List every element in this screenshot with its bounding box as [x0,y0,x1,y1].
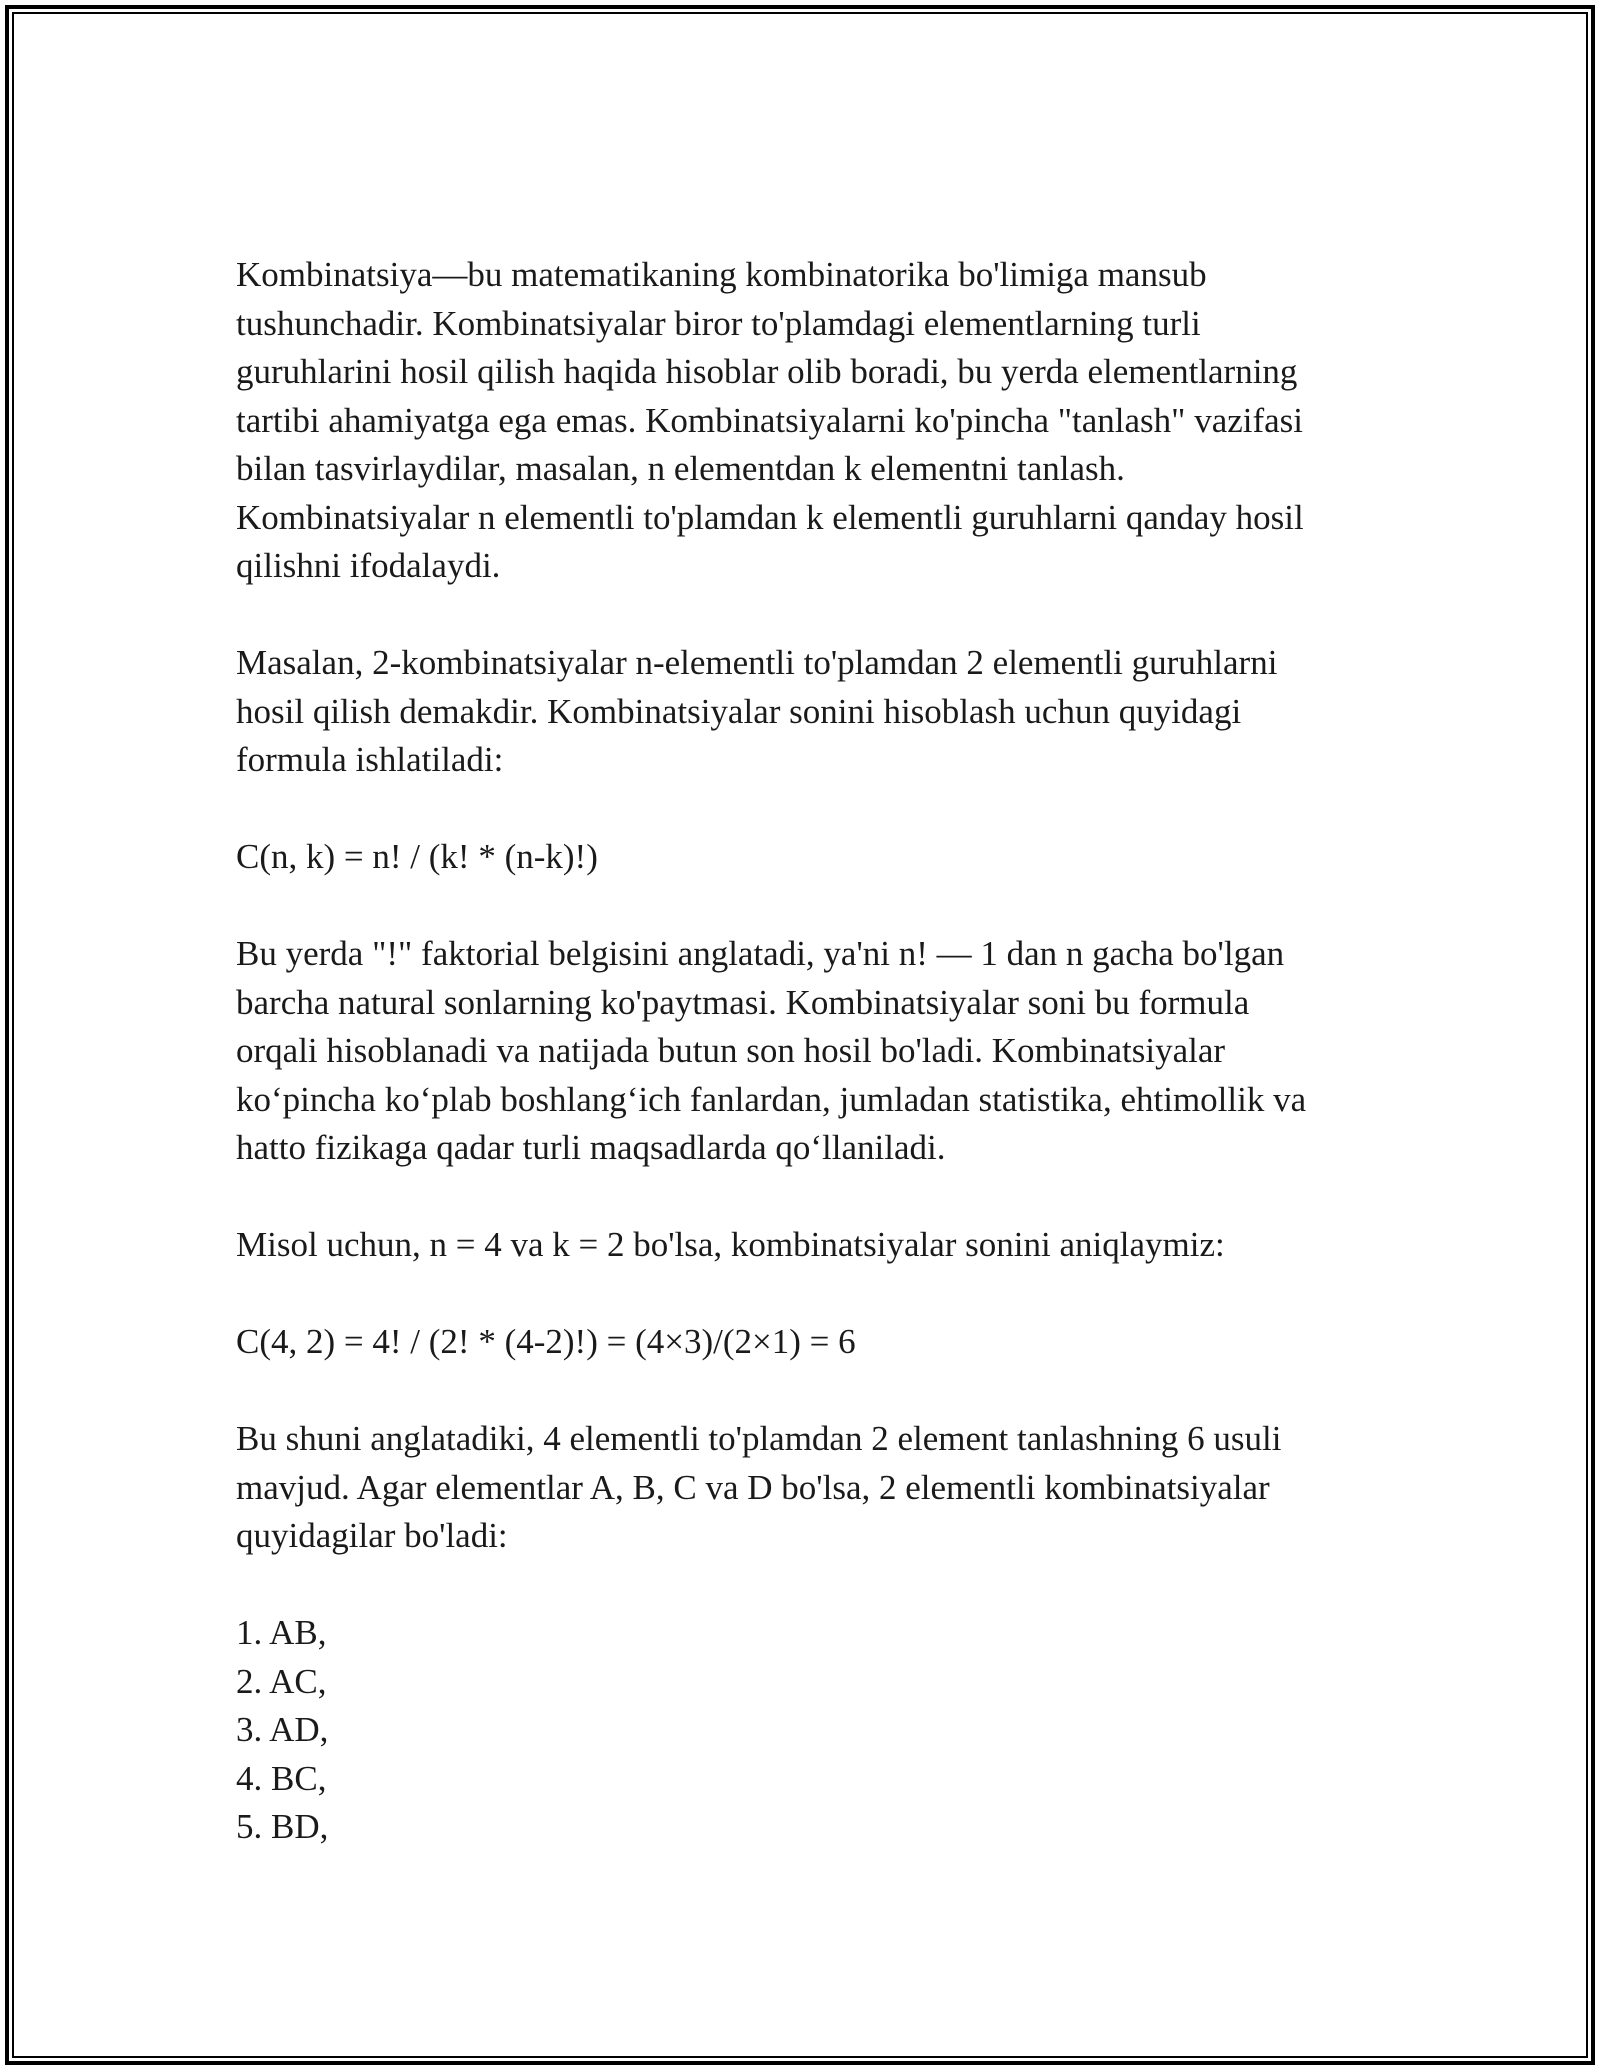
list-item: 2. AC, [236,1661,327,1701]
paragraph-factorial: Bu yerda "!" faktorial belgisini anglatadi, ya'ni n! — 1 dan n gacha bo'lgan barcha natural sonlarning ko'paytmasi. Kombinatsiyalar soni bu formula orqali hisoblanadi va natijada butun son hosil bo'ladi. Kombinatsiyalar ko‘pincha ko‘plab boshlang‘ich fanlardan, jumladan statistika, ehtimollik va hatto fizikaga qadar turli maqsadlarda qo‘llaniladi. [236,934,1307,1167]
list-item: 4. BC, [236,1758,327,1798]
paragraph-conclusion: Bu shuni anglatadiki, 4 elementli to'plamdan 2 element tanlashning 6 usuli mavjud. Agar elementlar A, B, C va D bo'lsa, 2 elementli kombinatsiyalar quyidagilar bo'ladi: [236,1419,1282,1555]
formula-general: C(n, k) = n! / (k! * (n-k)!) [236,837,598,876]
paragraph-definition: Kombinatsiya—bu matematikaning kombinatorika bo'limiga mansub tushunchadir. Kombinatsiyalar biror to'plamdagi elementlarning turli guruhlarini hosil qilish haqida hisoblar olib boradi, bu yerda elementlarning tartibi ahamiyatga ega emas. Kombinatsiyalarni ko'pincha "tanlash" vazifasi bilan tasvirlaydilar, masalan, n elementdan k elementni tanlash. Kombinatsiyalar n elementli to'plamdan k elementli guruhlarni qanday hosil qilishni ifodalaydi. [236,255,1304,585]
list-item: 3. AD, [236,1710,329,1749]
document-body [236,251,1386,1852]
list-item: 1. AB, [236,1613,327,1652]
list-item: 5. BD, [236,1807,329,1846]
combinations-list [236,1609,1386,1852]
paragraph-example-intro: Masalan, 2-kombinatsiyalar n-elementli to'plamdan 2 elementli guruhlarni hosil qilish demakdir. Kombinatsiyalar sonini hisoblash uchun quyidagi formula ishlatiladi: [236,643,1278,779]
paragraph-example: Misol uchun, n = 4 va k = 2 bo'lsa, kombinatsiyalar sonini aniqlaymiz: [236,1225,1225,1264]
formula-example: C(4, 2) = 4! / (2! * (4-2)!) = (4×3)/(2×1) = 6 [236,1322,856,1361]
